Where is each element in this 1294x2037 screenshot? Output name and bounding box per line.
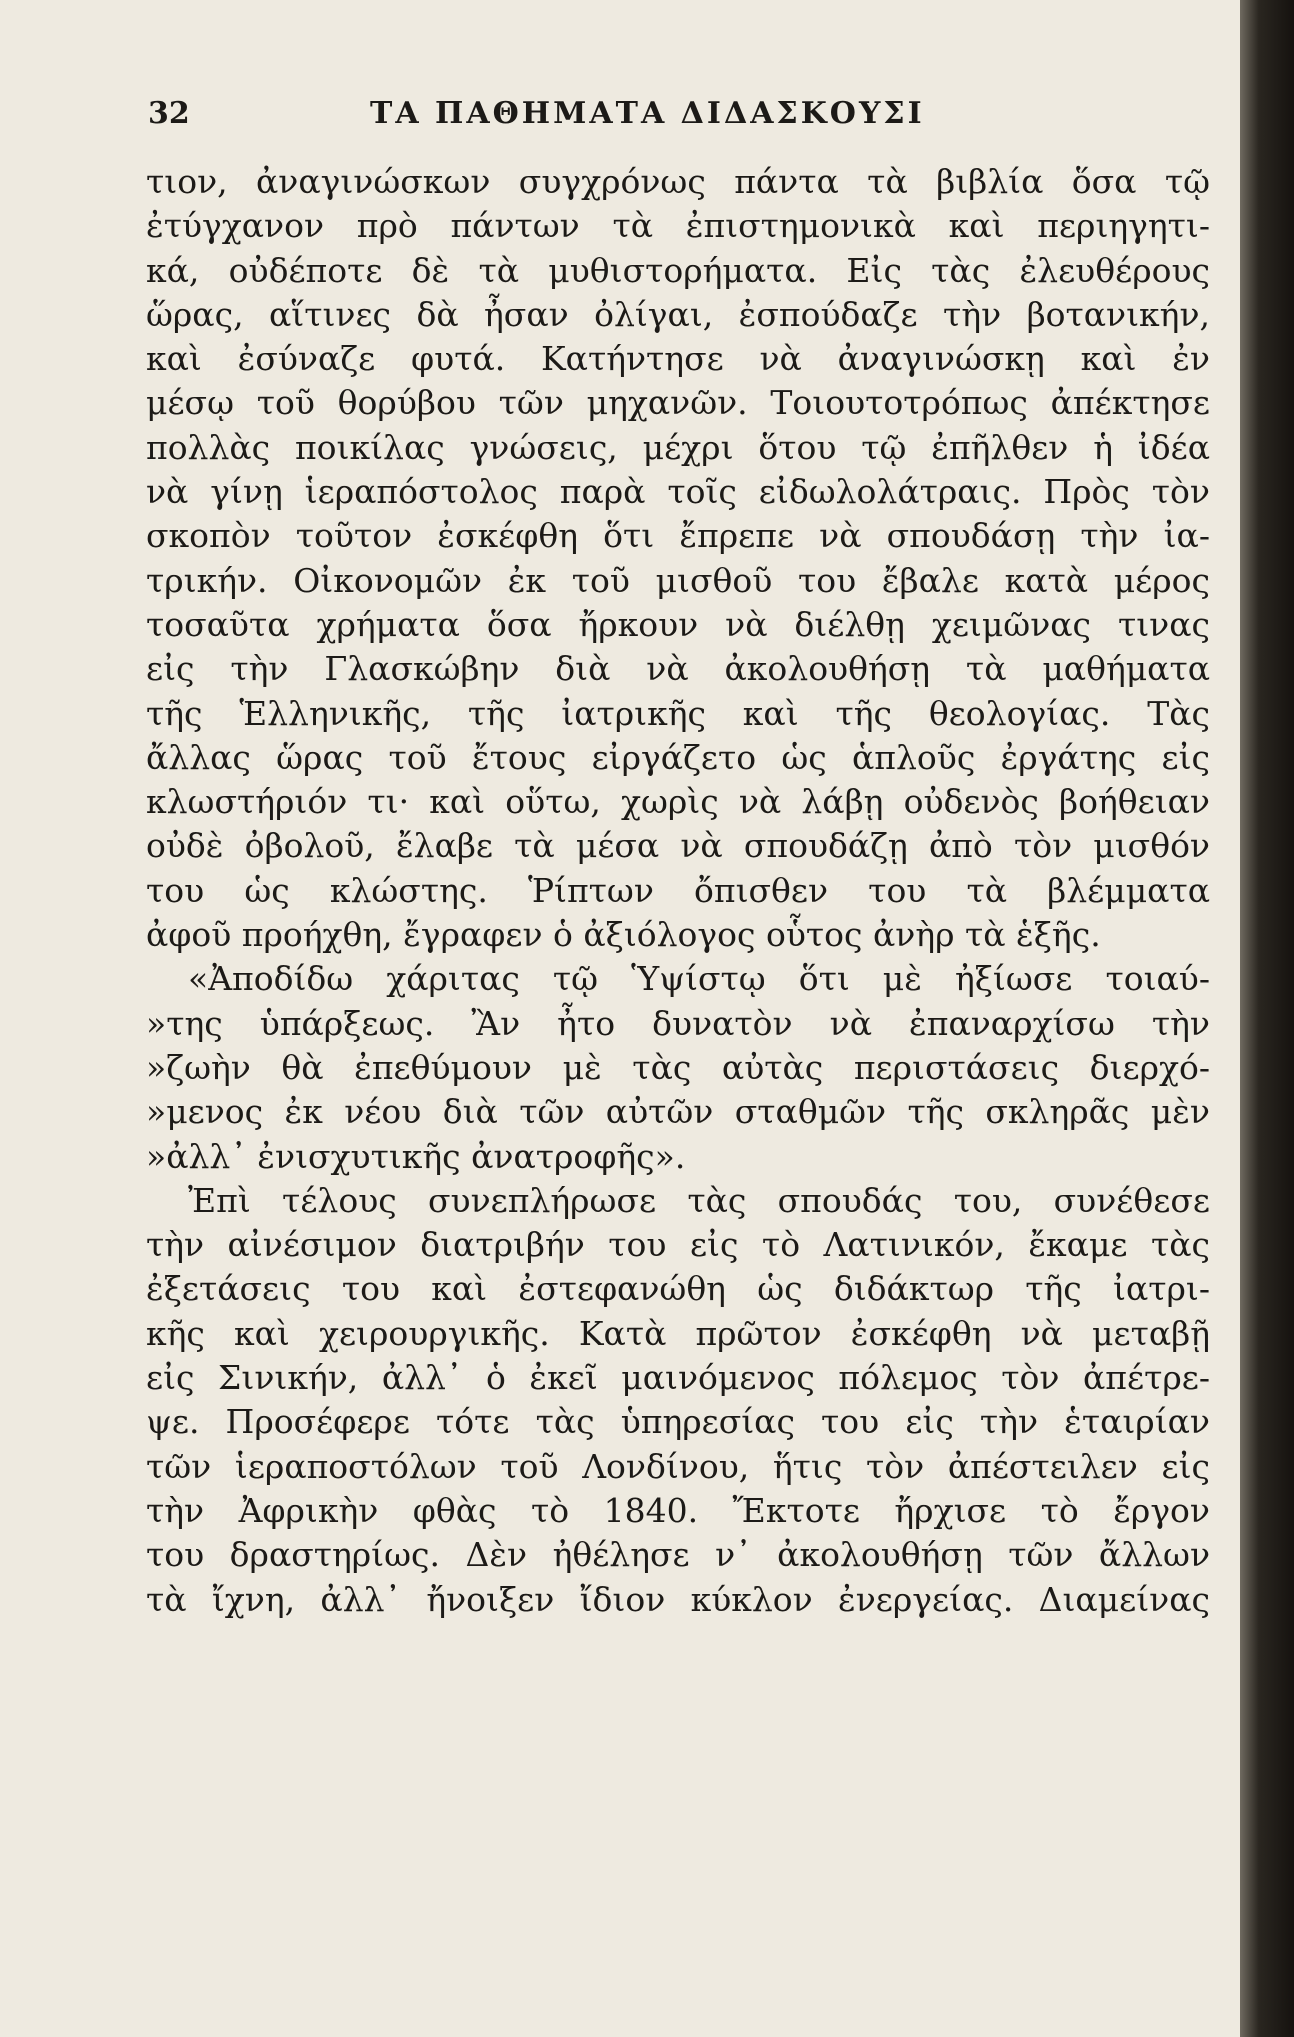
- text-line: ἄλλας ὥρας τοῦ ἔτους εἰργάζετο ὡς ἁπλοῦς ἐργάτης εἰς: [146, 737, 1210, 777]
- text-line: ὥρας, αἵτινες δὰ ἦσαν ὀλίγαι, ἐσπούδαζε τὴν βοτανικήν,: [146, 294, 1210, 334]
- text-line: σκοπὸν τοῦτον ἐσκέφθη ὅτι ἔπρεπε νὰ σπουδάσῃ τὴν ἰα-: [146, 516, 1210, 556]
- text-line: τὴν αἰνέσιμον διατριβήν του εἰς τὸ Λατινικόν, ἔκαμε τὰς: [146, 1225, 1210, 1265]
- text-line: ψε. Προσέφερε τότε τὰς ὑπηρεσίας του εἰς τὴν ἑταιρίαν: [146, 1402, 1210, 1442]
- text-line: ἐτύγχανον πρὸ πάντων τὰ ἐπιστημονικὰ καὶ περιηγητι-: [146, 206, 1210, 246]
- text-line: τὰ ἴχνη, ἀλλ᾽ ἤνοιξεν ἴδιον κύκλον ἐνεργείας. Διαμείνας: [146, 1579, 1210, 1619]
- quote-line: »ἀλλ᾽ ἐνισχυτικῆς ἀνατροφῆς».: [146, 1136, 686, 1176]
- text-line: του ὡς κλώστης. Ῥίπτων ὄπισθεν του τὰ βλέμματα: [146, 870, 1210, 910]
- text-line: νὰ γίνῃ ἱεραπόστολος παρὰ τοῖς εἰδωλολάτραις. Πρὸς τὸν: [146, 472, 1210, 512]
- page-edge-shadow: [1240, 0, 1294, 2037]
- text-line: ἐξετάσεις του καὶ ἐστεφανώθη ὡς διδάκτωρ τῆς ἰατρι-: [146, 1269, 1210, 1309]
- running-head: ΤΑ ΠΑΘΗΜΑΤΑ ΔΙΔΑΣΚΟΥΣΙ: [370, 96, 925, 131]
- quote-line: »ζωὴν θὰ ἐπεθύμουν μὲ τὰς αὐτὰς περιστάσεις διερχό-: [146, 1047, 1210, 1087]
- text-line: οὐδὲ ὀβολοῦ, ἔλαβε τὰ μέσα νὰ σπουδάζῃ ἀπὸ τὸν μισθόν: [146, 826, 1210, 866]
- text-line: τρικήν. Οἰκονομῶν ἐκ τοῦ μισθοῦ του ἔβαλε κατὰ μέρος: [146, 560, 1210, 600]
- body-text: [146, 160, 1210, 1622]
- text-line: τὴν Ἀφρικὴν φθὰς τὸ 1840. Ἔκτοτε ἤρχισε τὸ ἔργον: [146, 1490, 1210, 1530]
- page-header: [148, 96, 1158, 146]
- text-line: κῆς καὶ χειρουργικῆς. Κατὰ πρῶτον ἐσκέφθη νὰ μεταβῇ: [146, 1313, 1210, 1353]
- quote-line: «Ἀποδίδω χάριτας τῷ Ὑψίστῳ ὅτι μὲ ἠξίωσε τοιαύ-: [188, 959, 1210, 999]
- quote-line: »της ὑπάρξεως. Ἂν ἦτο δυνατὸν νὰ ἐπαναρχίσω τὴν: [146, 1003, 1210, 1043]
- page-number: 32: [148, 96, 190, 131]
- text-line: κλωστήριόν τι· καὶ οὕτω, χωρὶς νὰ λάβῃ οὐδενὸς βοήθειαν: [146, 782, 1210, 822]
- text-line: τιον, ἀναγινώσκων συγχρόνως πάντα τὰ βιβλία ὅσα τῷ: [146, 162, 1210, 201]
- text-line: μέσῳ τοῦ θορύβου τῶν μηχανῶν. Τοιουτοτρόπως ἀπέκτησε: [146, 383, 1210, 423]
- text-line: τοσαῦτα χρήματα ὅσα ἤρκουν νὰ διέλθῃ χειμῶνας τινας: [146, 604, 1210, 644]
- text-line: κά, οὐδέποτε δὲ τὰ μυθιστορήματα. Εἰς τὰς ἐλευθέρους: [146, 250, 1210, 290]
- text-line: του δραστηρίως. Δὲν ἠθέλησε ν᾽ ἀκολουθήσῃ τῶν ἄλλων: [146, 1535, 1210, 1575]
- text-line: εἰς Σινικήν, ἀλλ᾽ ὁ ἐκεῖ μαινόμενος πόλεμος τὸν ἀπέτρε-: [146, 1358, 1210, 1398]
- text-line: καὶ ἐσύναζε φυτά. Κατήντησε νὰ ἀναγινώσκῃ καὶ ἐν: [146, 339, 1210, 379]
- text-line: Ἐπὶ τέλους συνεπλήρωσε τὰς σπουδάς του, συνέθεσε: [188, 1180, 1210, 1220]
- quote-line: »μενος ἐκ νέου διὰ τῶν αὐτῶν σταθμῶν τῆς σκληρᾶς μὲν: [146, 1092, 1210, 1132]
- text-line: τῶν ἱεραποστόλων τοῦ Λονδίνου, ἥτις τὸν ἀπέστειλεν εἰς: [146, 1446, 1210, 1486]
- text-line: πολλὰς ποικίλας γνώσεις, μέχρι ὅτου τῷ ἐπῆλθεν ἡ ἰδέα: [146, 427, 1210, 467]
- text-line: τῆς Ἑλληνικῆς, τῆς ἰατρικῆς καὶ τῆς θεολογίας. Τὰς: [146, 693, 1210, 733]
- text-line: ἀφοῦ προήχθη, ἔγραφεν ὁ ἀξιόλογος οὗτος ἀνὴρ τὰ ἑξῆς.: [146, 915, 1101, 955]
- text-line: εἰς τὴν Γλασκώβην διὰ νὰ ἀκολουθήσῃ τὰ μαθήματα: [146, 649, 1210, 689]
